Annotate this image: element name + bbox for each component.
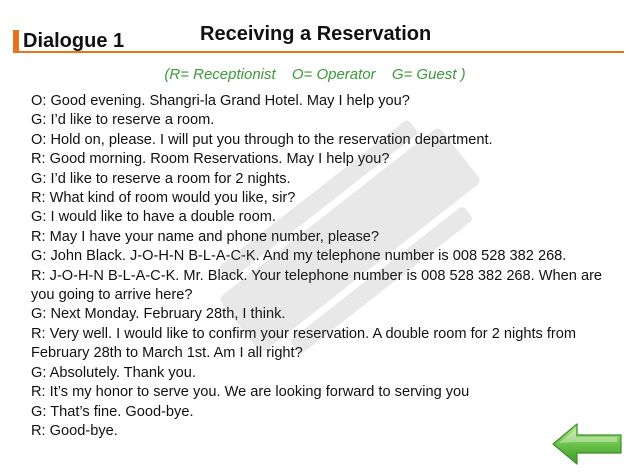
dialogue-line: O: Hold on, please. I will put you through to the reservation department. (31, 131, 493, 148)
dialogue-line: R: Very well. I would like to confirm your reservation. A double room for 2 nights from February 28th to March 1st. Am I all right? (31, 325, 577, 362)
dialogue-line: G: I’d like to reserve a room. (31, 112, 215, 129)
dialogue-label: Dialogue 1 (23, 30, 125, 52)
dialogue-line: G: I would like to have a double room. (31, 209, 276, 226)
header-accent-bar (13, 30, 19, 52)
legend-guest: G= Guest ) (391, 66, 466, 83)
page-title: Receiving a Reservation (200, 23, 432, 45)
speaker-legend (0, 66, 630, 83)
dialogue-text (31, 92, 611, 441)
legend-operator: O= Operator (291, 66, 376, 83)
dialogue-line: G: Next Monday. February 28th, I think. (31, 306, 286, 323)
dialogue-line: O: Good evening. Shangri-la Grand Hotel. May I help you? (31, 93, 410, 109)
legend-receptionist: (R= Receptionist (164, 66, 276, 83)
dialogue-line: R: J-O-H-N B-L-A-C-K. Mr. Black. Your telephone number is 008 528 382 268. When are you going to arrive here? (31, 267, 603, 304)
dialogue-line: R: Good morning. Room Reservations. May I help you? (31, 151, 390, 168)
dialogue-line: R: Good-bye. (31, 422, 118, 439)
dialogue-line: R: It’s my honor to serve you. We are looking forward to serving you (31, 384, 470, 401)
dialogue-line: G: I’d like to reserve a room for 2 nights. (31, 170, 291, 187)
dialogue-line: G: Absolutely. Thank you. (31, 364, 196, 381)
dialogue-line: G: John Black. J-O-H-N B-L-A-C-K. And my telephone number is 008 528 382 268. (31, 248, 567, 265)
dialogue-line: G: That’s fine. Good-bye. (31, 403, 194, 420)
dialogue-line: R: May I have your name and phone number, please? (31, 228, 380, 245)
dialogue-line: R: What kind of room would you like, sir? (31, 190, 296, 207)
arrow-left-icon[interactable] (551, 422, 623, 466)
